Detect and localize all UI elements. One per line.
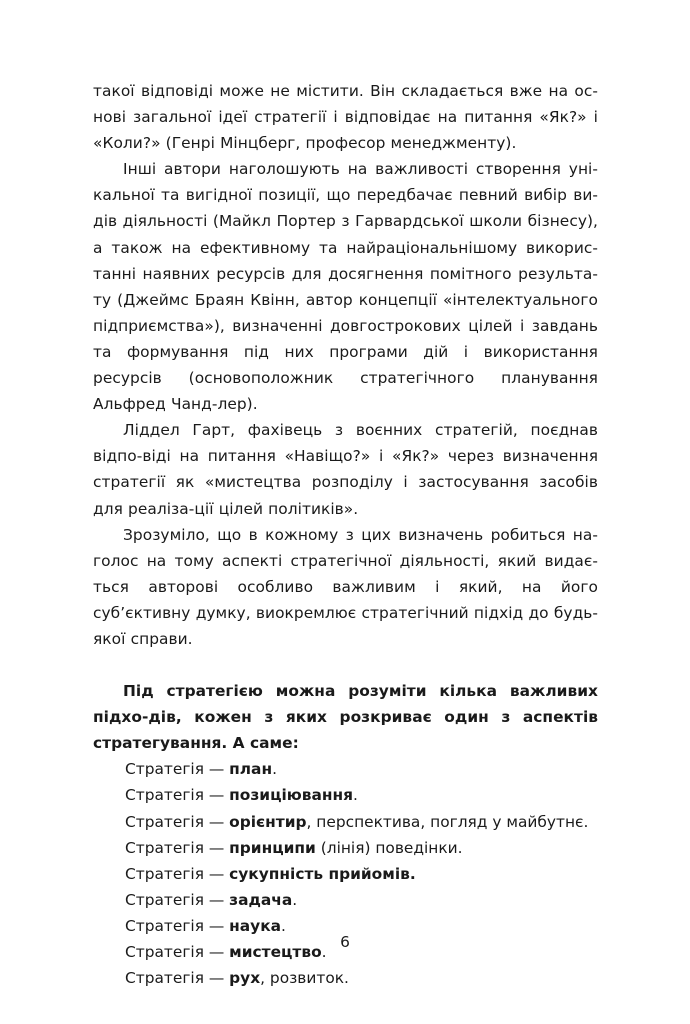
- paragraph-5-bold: Під стратегією можна розуміти кілька важливих підхо-дів, кожен з яких розкриває один з аспектів стратегування. А саме:: [93, 682, 598, 753]
- list-item-rest: .: [321, 943, 327, 961]
- list-item-prefix: Стратегія —: [125, 916, 230, 935]
- list-item-prefix: Стратегія —: [125, 838, 230, 857]
- list-item-keyword: принципи: [229, 838, 316, 857]
- paragraph-4: Зрозуміло, що в кожному з цих визначень робиться на-голос на тому аспекті стратегічної діяльності, який видає-ться авторові особливо важливим і який, на його суб’єктивну думку, виокремлює стратегічний підхід до будь-якої справи.: [93, 525, 598, 648]
- list-item-prefix: Стратегія —: [125, 760, 230, 779]
- list-item-prefix: Стратегія —: [125, 812, 230, 831]
- list-item-prefix: Стратегія —: [125, 943, 230, 961]
- list-item: [93, 782, 598, 808]
- list-item-rest: , перспектива, погляд у майбутнє.: [306, 812, 589, 831]
- list-item-prefix: Стратегія —: [125, 969, 230, 988]
- list-item-prefix: Стратегія —: [125, 786, 230, 805]
- list-item: [93, 756, 598, 782]
- list-item: [93, 809, 598, 835]
- page-number: 6: [340, 933, 350, 951]
- list-item-keyword: орієнтир: [229, 812, 307, 831]
- list-item-rest: .: [292, 890, 298, 909]
- strategy-definition-list: [93, 756, 598, 991]
- list-item-keyword: мистецтво: [229, 943, 322, 961]
- list-item-prefix: Стратегія —: [125, 890, 230, 909]
- list-item-keyword: задача: [229, 890, 293, 909]
- paragraph-spacer: [93, 652, 598, 678]
- list-item-keyword: план: [229, 760, 273, 779]
- paragraph-1: такої відповіді може не містити. Він складається вже на ос-нові загальної ідеї стратегії і відповідає на питання «Як?» і «Коли?» (Генрі Мінцберг, професор менеджменту).: [93, 82, 598, 153]
- list-item-rest: .: [353, 786, 358, 805]
- list-item: [93, 861, 598, 887]
- list-item: [93, 887, 598, 913]
- list-item-prefix: Стратегія —: [125, 864, 230, 883]
- paragraph-3: Ліддел Гарт, фахівець з воєнних стратегій, поєднав відпо-віді на питання «Навіщо?» і «Як?» через визначення стратегії як «мистецтва розподілу і застосування засобів для реаліза-ції цілей політиків».: [93, 421, 598, 518]
- list-item-keyword: рух: [229, 969, 261, 988]
- text-column: [93, 78, 598, 991]
- paragraph-2: Інші автори наголошують на важливості створення уні-кальної та вигідної позиції, що передбачає певний вибір ви-дів діяльності (Майкл Портер з Гарвардської школи бізнесу), а також на ефективному та найраціональнішому викорис-танні наявних ресурсів для досягнення помітного результа-ту (Джеймс Браян Квінн, автор концепції «інтелектуального підприємства»), визначенні довгострокових цілей і завдань та формування під них програми дій і використання ресурсів (основоположник стратегічного планування Альфред Чанд-лер).: [93, 160, 598, 414]
- list-item-rest: , розвиток.: [260, 969, 349, 988]
- list-item: [93, 835, 598, 861]
- list-item-rest: .: [281, 916, 286, 935]
- list-item-keyword: сукупність прийомів.: [229, 864, 416, 883]
- list-item-rest: (лінія) поведінки.: [315, 838, 463, 857]
- list-item-keyword: наука: [229, 916, 282, 935]
- list-item: [93, 965, 598, 991]
- list-item-keyword: позиціювання: [229, 786, 354, 805]
- list-item-rest: .: [272, 760, 277, 779]
